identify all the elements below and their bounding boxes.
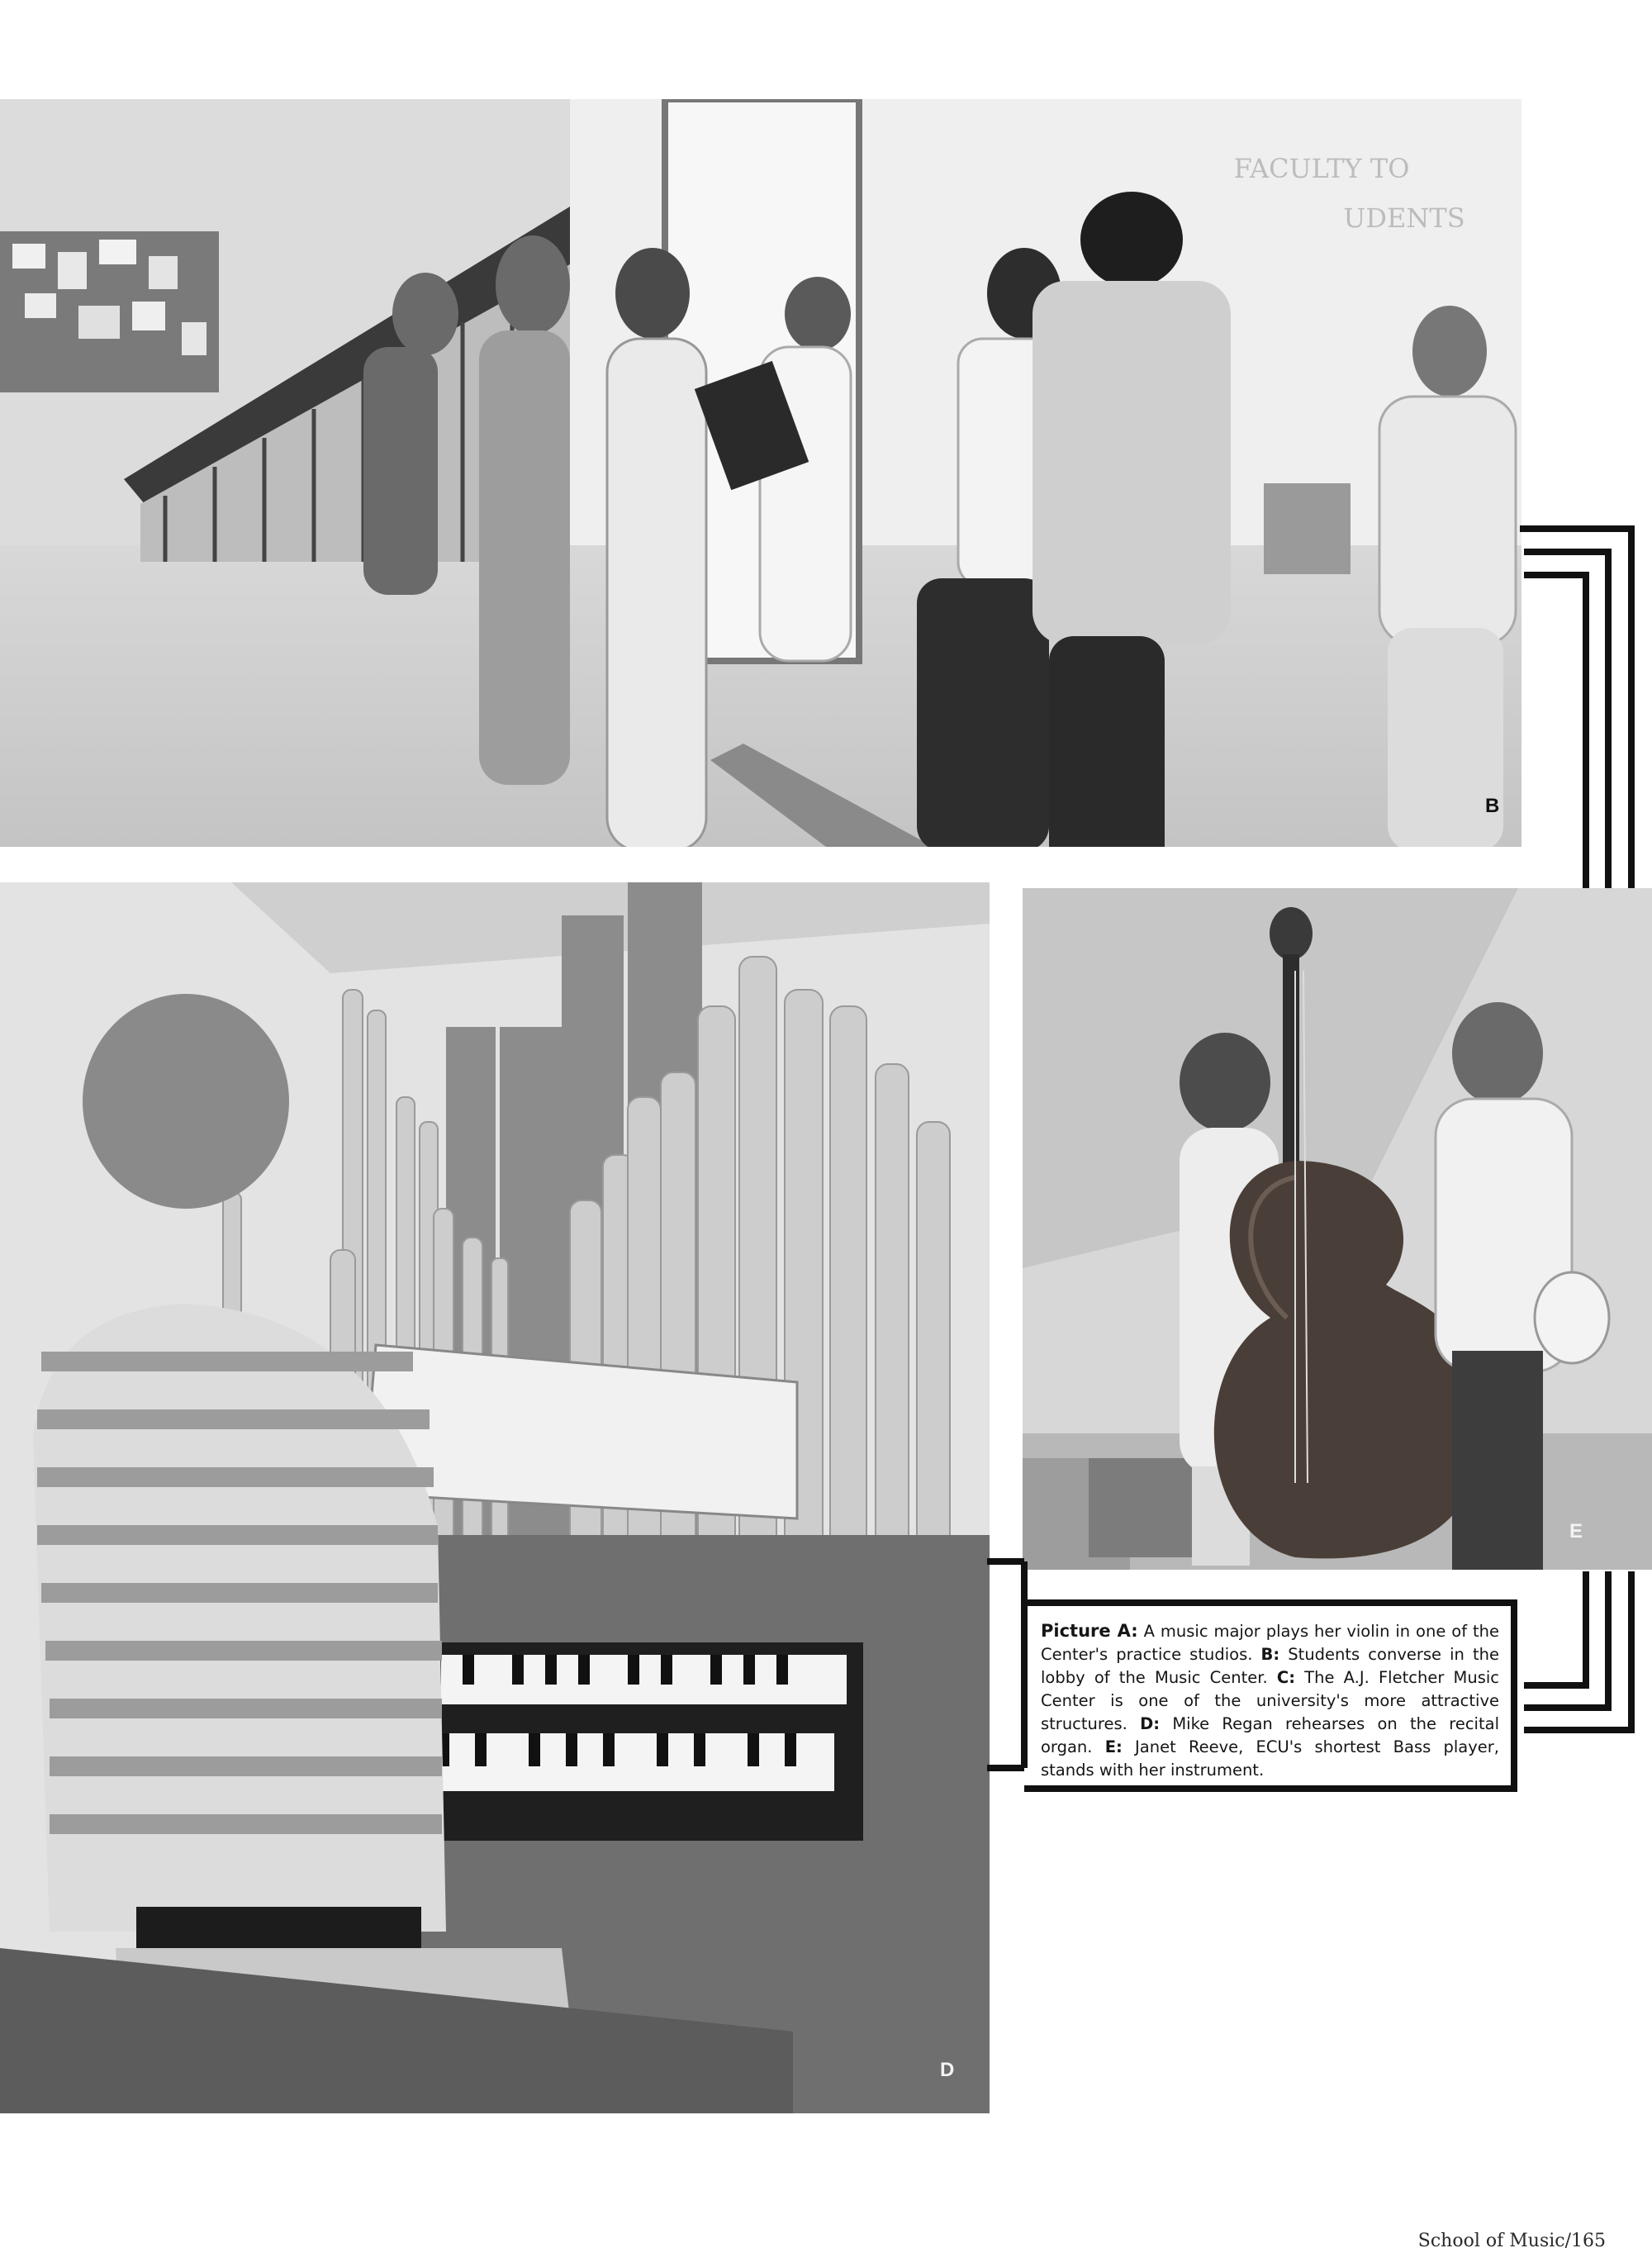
photo-b-label: B xyxy=(1485,795,1500,817)
photo-d-image xyxy=(0,882,990,2113)
photo-d-organ xyxy=(0,882,990,2113)
caption-text-e: Janet Reeve, ECU's shortest Bass player, stands with her instrument. xyxy=(1041,1737,1499,1780)
caption xyxy=(1041,1619,1499,1782)
wall-sign-line2: UDENTS xyxy=(1343,202,1465,234)
caption-text-a: A music major plays her violin in one of the Center's practice studios. xyxy=(1041,1622,1499,1664)
caption-key-b: B: xyxy=(1260,1645,1280,1664)
page-folio: School of Music/165 xyxy=(1417,2231,1606,2251)
caption-key-d: D: xyxy=(1140,1714,1161,1733)
photo-e-label: E xyxy=(1569,1520,1583,1542)
caption-key-e: E: xyxy=(1104,1737,1123,1756)
caption-key-c: C: xyxy=(1276,1668,1295,1687)
caption-key-a: Picture A: xyxy=(1041,1621,1138,1641)
caption-text-c: The A.J. Fletcher Music Center is one of the university's more attractive structures. xyxy=(1041,1668,1499,1733)
caption-text-b: Students converse in the lobby of the Music Center. xyxy=(1041,1645,1499,1687)
caption-text-d: Mike Regan rehearses on the recital organ. xyxy=(1041,1714,1499,1756)
wall-sign-line1: FACULTY TO xyxy=(1233,153,1410,184)
photo-d-label: D xyxy=(940,2059,955,2081)
